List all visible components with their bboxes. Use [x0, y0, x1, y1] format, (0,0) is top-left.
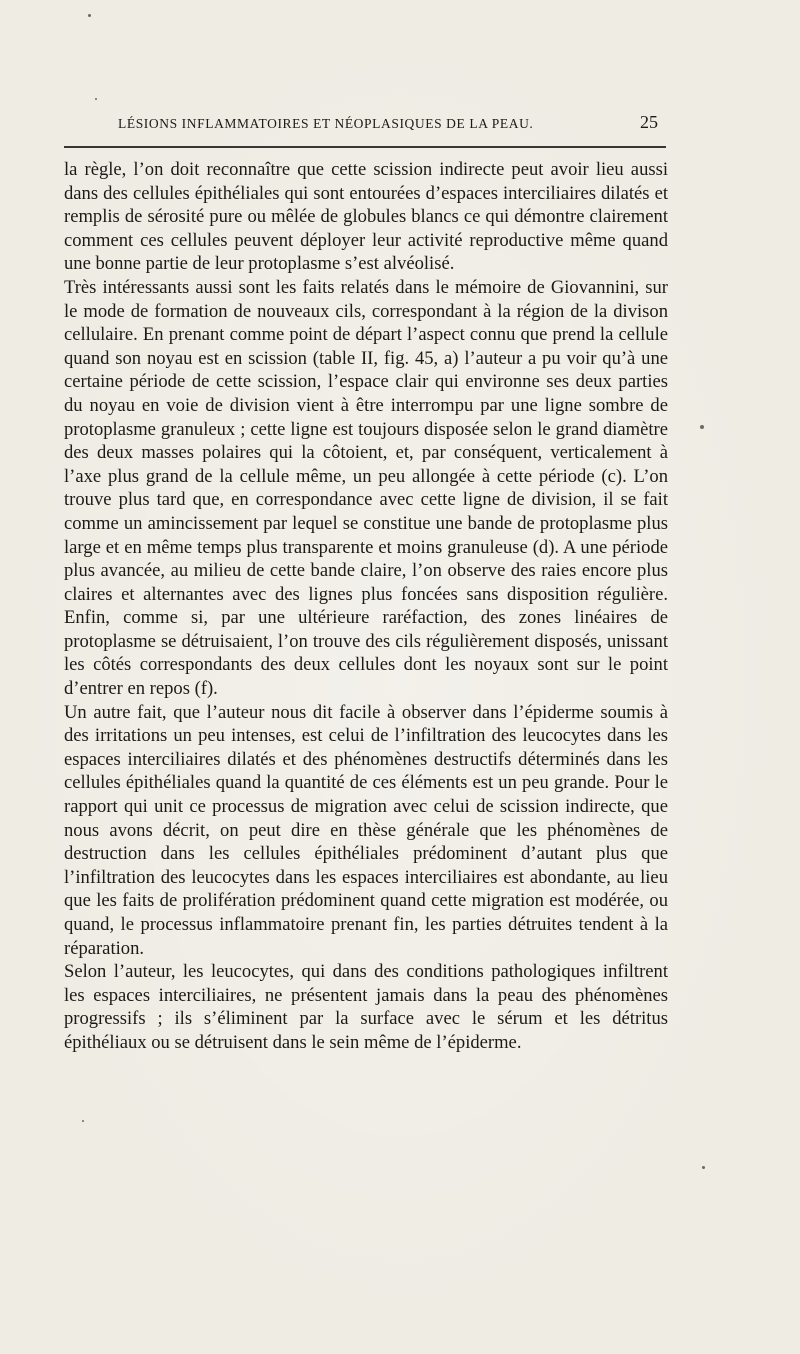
paper-speck: [82, 1120, 84, 1122]
body-text: [64, 158, 668, 1055]
paper-speck: [700, 425, 704, 429]
paragraph-1: la règle, l’on doit reconnaître que cette scission indirecte peut avoir lieu aussi dans des cellules épithéliales qui sont entourées d’espaces interciliaires dilatés et remplis de sérosité pure ou mêlée de globules blancs ce qui démontre clairement comment ces cellules peuvent déployer leur activité reproductive même quand une bonne partie de leur protoplasme s’est alvéolisé.: [64, 159, 668, 275]
running-header-title: LÉSIONS INFLAMMATOIRES ET NÉOPLASIQUES DE LA PEAU.: [118, 116, 534, 131]
paragraph-3: Un autre fait, que l’auteur nous dit facile à observer dans l’épiderme soumis à des irritations un peu intenses, est celui de l’infiltration des leucocytes dans les espaces interciliaires dilatés et des phénomènes destructifs déterminés dans les cellules épithéliales quand la quantité de ces éléments est un peu grande. Pour le rapport qui unit ce processus de migration avec celui de scission indirecte, que nous avons décrit, on peut dire en thèse générale que les phénomènes de destruction dans les cellules épithéliales prédominent d’autant plus que l’infiltration des leucocytes dans les espaces interciliaires est abondante, au lieu que les faits de prolifération prédominent quand cette migration est modérée, ou quand, le processus inflammatoire prenant fin, les parties détruites tendent à la réparation.: [64, 701, 668, 959]
header-rule: [64, 146, 666, 148]
paper-speck: [95, 98, 97, 100]
paper-speck: [88, 14, 91, 17]
paragraph-4: Selon l’auteur, les leucocytes, qui dans des conditions pathologiques infiltrent les espaces interciliaires, ne présentent jamais dans la peau des phénomènes progressifs ; ils s’éliminent par la surface avec le sérum et les détritus épithéliaux ou se détruisent dans le sein même de l’épiderme.: [64, 961, 668, 1053]
paper-speck: [702, 1166, 705, 1169]
paragraph-2: Très intéressants aussi sont les faits relatés dans le mémoire de Giovannini, sur le mode de formation de nouveaux cils, correspondant à la région de la divison cellulaire. En prenant comme point de départ l’aspect connu que prend la cellule quand son noyau est en scission (table II, fig. 45, a) l’auteur a pu voir qu’à une certaine période de cette scission, l’espace clair qui environne ses deux parties du noyau en voie de division vient à être interrompu par une ligne sombre de protoplasme granuleux ; cette ligne est toujours disposée selon le grand diamètre des deux masses polaires qui la côtoient, et, par conséquent, verticalement à l’axe plus grand de la cellule même, un peu allongée à cette période (c). L’on trouve plus tard que, en correspondance avec cette ligne de division, il se fait comme un amincissement par lequel se constitue une bande de protoplasme plus large et en même temps plus transparente et moins granuleuse (d). A une période plus avancée, au milieu de cette bande claire, l’on observe des raies encore plus claires et alternantes avec des lignes plus foncées sans disposition régulière. Enfin, comme si, par une ultérieure raréfaction, des zones linéaires de protoplasme se détruisaient, l’on trouve des cils régulièrement disposés, unissant les côtés correspondants des deux cellules dont les noyaux sont sur le point d’entrer en repos (f).: [64, 276, 668, 700]
page-number: 25: [640, 112, 658, 132]
